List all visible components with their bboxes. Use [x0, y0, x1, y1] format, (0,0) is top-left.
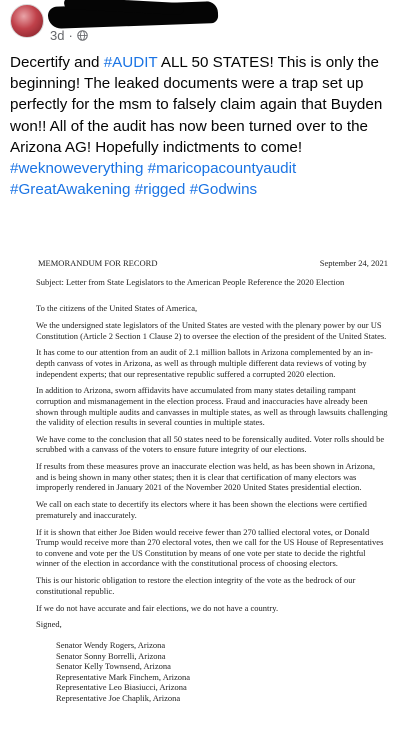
- signer: Senator Sonny Borrelli, Arizona: [56, 650, 166, 661]
- avatar[interactable]: [10, 4, 44, 38]
- memo-paragraph: To the citizens of the United States of America,: [36, 303, 198, 314]
- memo-paragraph: If it is shown that either Joe Biden would receive fewer than 270 tallied electoral votes, or Donald Trump would receive more than 270 electoral votes, then we call for the US House of Representatives to convene and vote per the US Constitution by means of one vote per state to decide the rightful winner of the election in accordance with the constitutional process of choosing electors.: [36, 526, 384, 569]
- hashtag[interactable]: #Godwins: [189, 181, 258, 199]
- hashtag[interactable]: #maricopacountyaudit: [147, 160, 297, 178]
- hashtag-audit[interactable]: #AUDIT: [103, 54, 158, 71]
- hashtag[interactable]: #weknoweverything: [10, 160, 144, 178]
- memo-paragraph: If we do not have accurate and fair elections, we do not have a country.: [36, 602, 279, 613]
- memo-paragraph: If results from these measures prove an inaccurate election was held, as has been shown in Arizona, and is being shown in many other states; then it is clear that certification of many electors was improperly rendered in January 2021 of the November 2020 United States presidential election.: [36, 461, 375, 493]
- memo-header: [38, 258, 388, 269]
- memo-paragraph: We have come to the conclusion that all 50 states need to be forensically audited. Voter rolls should be scrubbed with a canvass of the voters to ensure future integrity of our elections.: [36, 433, 385, 455]
- memo-date: September 24, 2021: [319, 258, 388, 268]
- post-meta: [50, 28, 88, 43]
- globe-icon: [77, 30, 88, 41]
- memo-paragraph: It has come to our attention from an audit of 2.1 million ballots in Arizona complemented by an in-depth canvass of votes in Arizona, as well as through multiple different data reviews of voting by independent experts; that our representative republic suffered a corrupted 2020 election.: [36, 347, 373, 379]
- signer: Representative Leo Biasiucci, Arizona: [56, 682, 187, 693]
- memo-paragraph: In addition to Arizona, sworn affidavits have accumulated from many states detailing rampant corruption and mismanagement in the election process. Fraud and inaccuracies have already been shown through multiple audits and canvasses in multiple states, as well as through lawsuits challenging the validity of election results in several counties in multiple states.: [36, 385, 388, 428]
- post-text-part: Decertify and: [10, 54, 104, 71]
- post-text-part: ALL 50 STATES! This is only the beginning! The leaked documents were a trap set up perfectly for the msm to falsely claim again that Buyden won!! All of the audit has now been turned over to the Arizona AG! Hopefully indictments to come!: [10, 54, 383, 156]
- signer: Senator Wendy Rogers, Arizona: [56, 639, 166, 650]
- memo-subject: Subject: Letter from State Legislators to the American People Reference the 2020 Election: [36, 276, 345, 287]
- post-body: [10, 52, 412, 200]
- memo-title: MEMORANDUM FOR RECORD: [38, 258, 158, 268]
- signer: Representative Mark Finchem, Arizona: [56, 671, 191, 682]
- post-timestamp[interactable]: 3d: [50, 28, 65, 43]
- hashtag[interactable]: #rigged: [134, 181, 186, 199]
- hashtag[interactable]: #GreatAwakening: [10, 181, 131, 199]
- memo-paragraph: We the undersigned state legislators of the United States are vested with the plenary power by our US Constitution (Article 2 Section 1 Clause 2) to oversee the election of the president of the United States.: [36, 319, 387, 341]
- signer: Senator Kelly Townsend, Arizona: [56, 661, 171, 672]
- signer: Representative Joe Chaplik, Arizona: [56, 692, 181, 703]
- separator-dot: ·: [68, 28, 73, 43]
- memo-document-image[interactable]: [36, 258, 388, 703]
- signer-list: [56, 640, 388, 704]
- post-header: [0, 0, 420, 50]
- memo-paragraph: This is our historic obligation to restore the election integrity of the vote as the bedrock of our constitutional republic.: [36, 575, 356, 596]
- memo-signed: Signed,: [36, 619, 62, 630]
- memo-paragraph: We call on each state to decertify its electors where it has been shown the elections were certified prematurely and inaccurately.: [36, 499, 367, 520]
